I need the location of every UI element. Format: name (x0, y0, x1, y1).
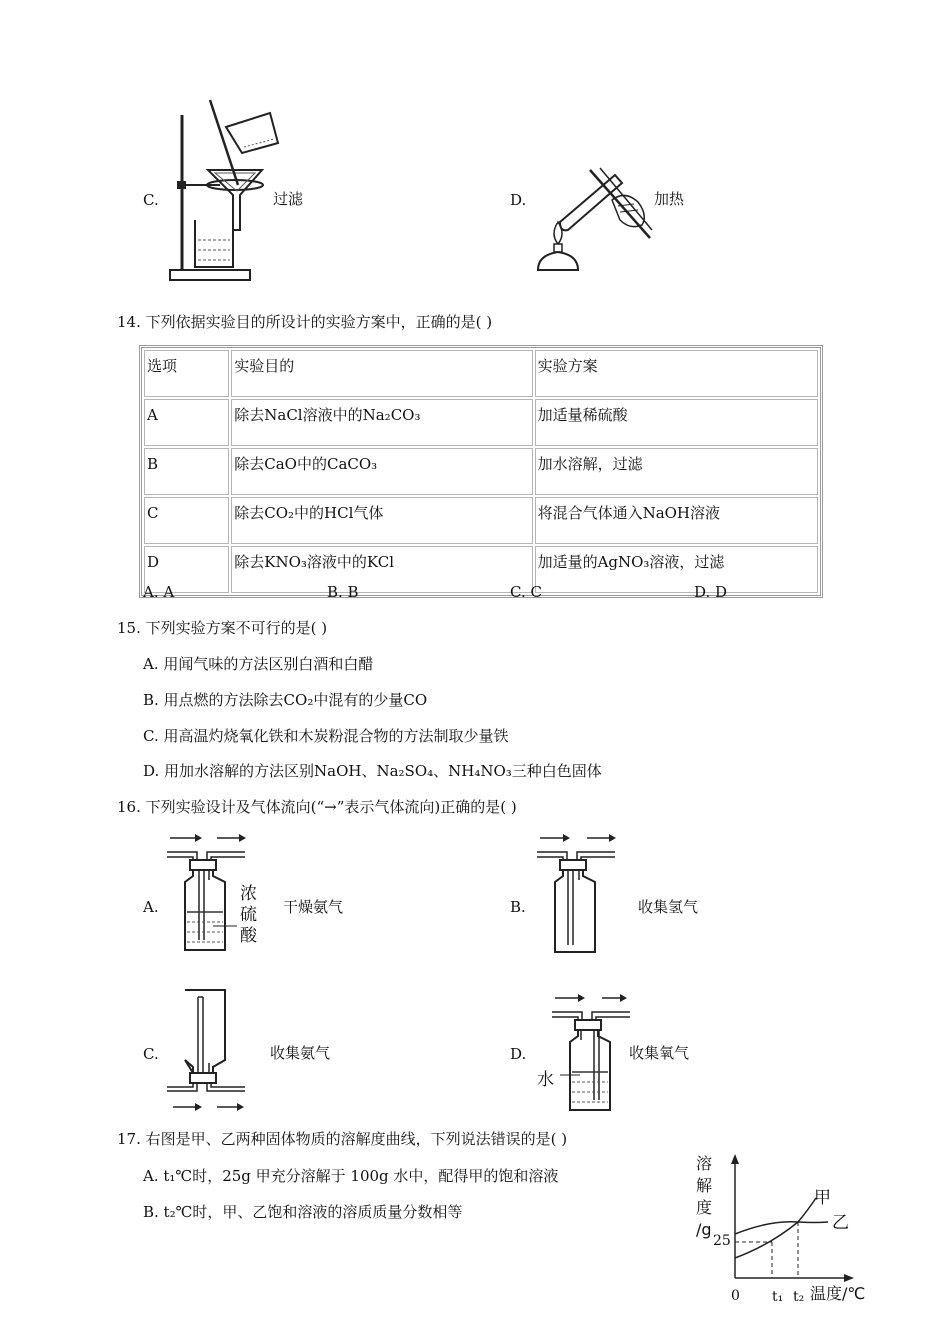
inverted-collection-bottle-icon (165, 985, 255, 1115)
chart-tick-y-25: 25 (713, 1233, 731, 1249)
q14-answer-b: B. B (327, 583, 359, 601)
q13-option-d-label: 加热 (654, 190, 685, 208)
table-row (144, 399, 818, 446)
q16-option-a-label: 干燥氨气 (283, 898, 344, 916)
table-cell-goal: 除去NaCl溶液中的Na₂CO₃ (231, 399, 532, 446)
x-axis-arrow-icon (844, 1274, 854, 1282)
chart-tick-t1: t₁ (772, 1289, 784, 1305)
chart-x-label: 温度/℃ (810, 1284, 866, 1303)
table-header-cell: 实验方案 (535, 350, 818, 397)
curve-yi (735, 1222, 828, 1234)
table-cell-plan: 将混合气体通入NaOH溶液 (535, 497, 818, 544)
q15-option-a: A. 用闻气味的方法区别白酒和白醋 (143, 655, 374, 673)
y-axis-arrow-icon (731, 1154, 739, 1164)
q15-option-d: D. 用加水溶解的方法区别NaOH、Na₂SO₄、NH₄NO₃三种白色固体 (143, 762, 602, 780)
q13-option-d-letter: D. (510, 191, 527, 209)
water-displacement-bottle-icon (550, 990, 640, 1115)
table-header-row (144, 350, 818, 397)
q16-option-d-letter: D. (510, 1045, 527, 1063)
q14-answer-d: D. D (694, 583, 728, 601)
table-header-cell: 实验目的 (231, 350, 532, 397)
q14-options-table (139, 345, 823, 598)
table-cell-goal: 除去CO₂中的HCl气体 (231, 497, 532, 544)
chart-tick-t2: t₂ (793, 1289, 805, 1305)
q15-option-b: B. 用点燃的方法除去CO₂中混有的少量CO (143, 691, 428, 709)
q16-a-liquid-label: 浓 硫 酸 (240, 884, 257, 946)
q16-option-c-label: 收集氨气 (270, 1044, 331, 1062)
q17-option-b: B. t₂℃时，甲、乙饱和溶液的溶质质量分数相等 (143, 1203, 463, 1221)
q16-stem: 16. 下列实验设计及气体流向(“→”表示气体流向)正确的是( ) (117, 798, 517, 816)
q17-option-a: A. t₁℃时，25g 甲充分溶解于 100g 水中，配得甲的饱和溶液 (143, 1167, 559, 1185)
chart-series-jia: 甲 (814, 1188, 831, 1208)
table-cell-goal: 除去KNO₃溶液中的KCl (231, 546, 532, 593)
gas-collection-bottle-icon (535, 830, 625, 955)
table-cell-key: B (144, 448, 229, 495)
table-cell-goal: 除去CaO中的CaCO₃ (231, 448, 532, 495)
table-row (144, 448, 818, 495)
filtration-apparatus-icon (160, 95, 285, 285)
q16-option-b-label: 收集氢气 (638, 898, 699, 916)
q17-stem: 17. 右图是甲、乙两种固体物质的溶解度曲线，下列说法错误的是( ) (117, 1130, 568, 1148)
q16-option-a-letter: A. (143, 898, 159, 916)
q16-option-d-label: 收集氧气 (629, 1044, 690, 1062)
chart-origin: 0 (731, 1288, 740, 1304)
q15-option-c: C. 用高温灼烧氧化铁和木炭粉混合物的方法制取少量铁 (143, 727, 509, 745)
table-cell-key: D (144, 546, 229, 593)
q16-option-b-letter: B. (510, 898, 526, 916)
table-row (144, 497, 818, 544)
q14-answer-a: A. A (143, 583, 175, 601)
curve-jia (735, 1198, 816, 1258)
q14-stem: 14. 下列依据实验目的所设计的实验方案中，正确的是( ) (117, 313, 493, 331)
table-cell-plan: 加适量稀硫酸 (535, 399, 818, 446)
table-cell-key: C (144, 497, 229, 544)
table-header-cell: 选项 (144, 350, 229, 397)
q16-d-liquid-label: 水 (537, 1070, 554, 1090)
q15-stem: 15. 下列实验方案不可行的是( ) (117, 619, 328, 637)
table-cell-plan: 加适量的AgNO₃溶液，过滤 (535, 546, 818, 593)
q13-option-c-letter: C. (143, 191, 159, 209)
heating-apparatus-icon (530, 160, 660, 280)
table-cell-key: A (144, 399, 229, 446)
q16-option-c-letter: C. (143, 1045, 159, 1063)
q13-option-c-label: 过滤 (273, 190, 304, 208)
q14-answer-c: C. C (510, 583, 542, 601)
chart-y-label: 溶 解 度 /g (696, 1154, 713, 1239)
chart-series-yi: 乙 (832, 1213, 849, 1233)
table-cell-plan: 加水溶解，过滤 (535, 448, 818, 495)
